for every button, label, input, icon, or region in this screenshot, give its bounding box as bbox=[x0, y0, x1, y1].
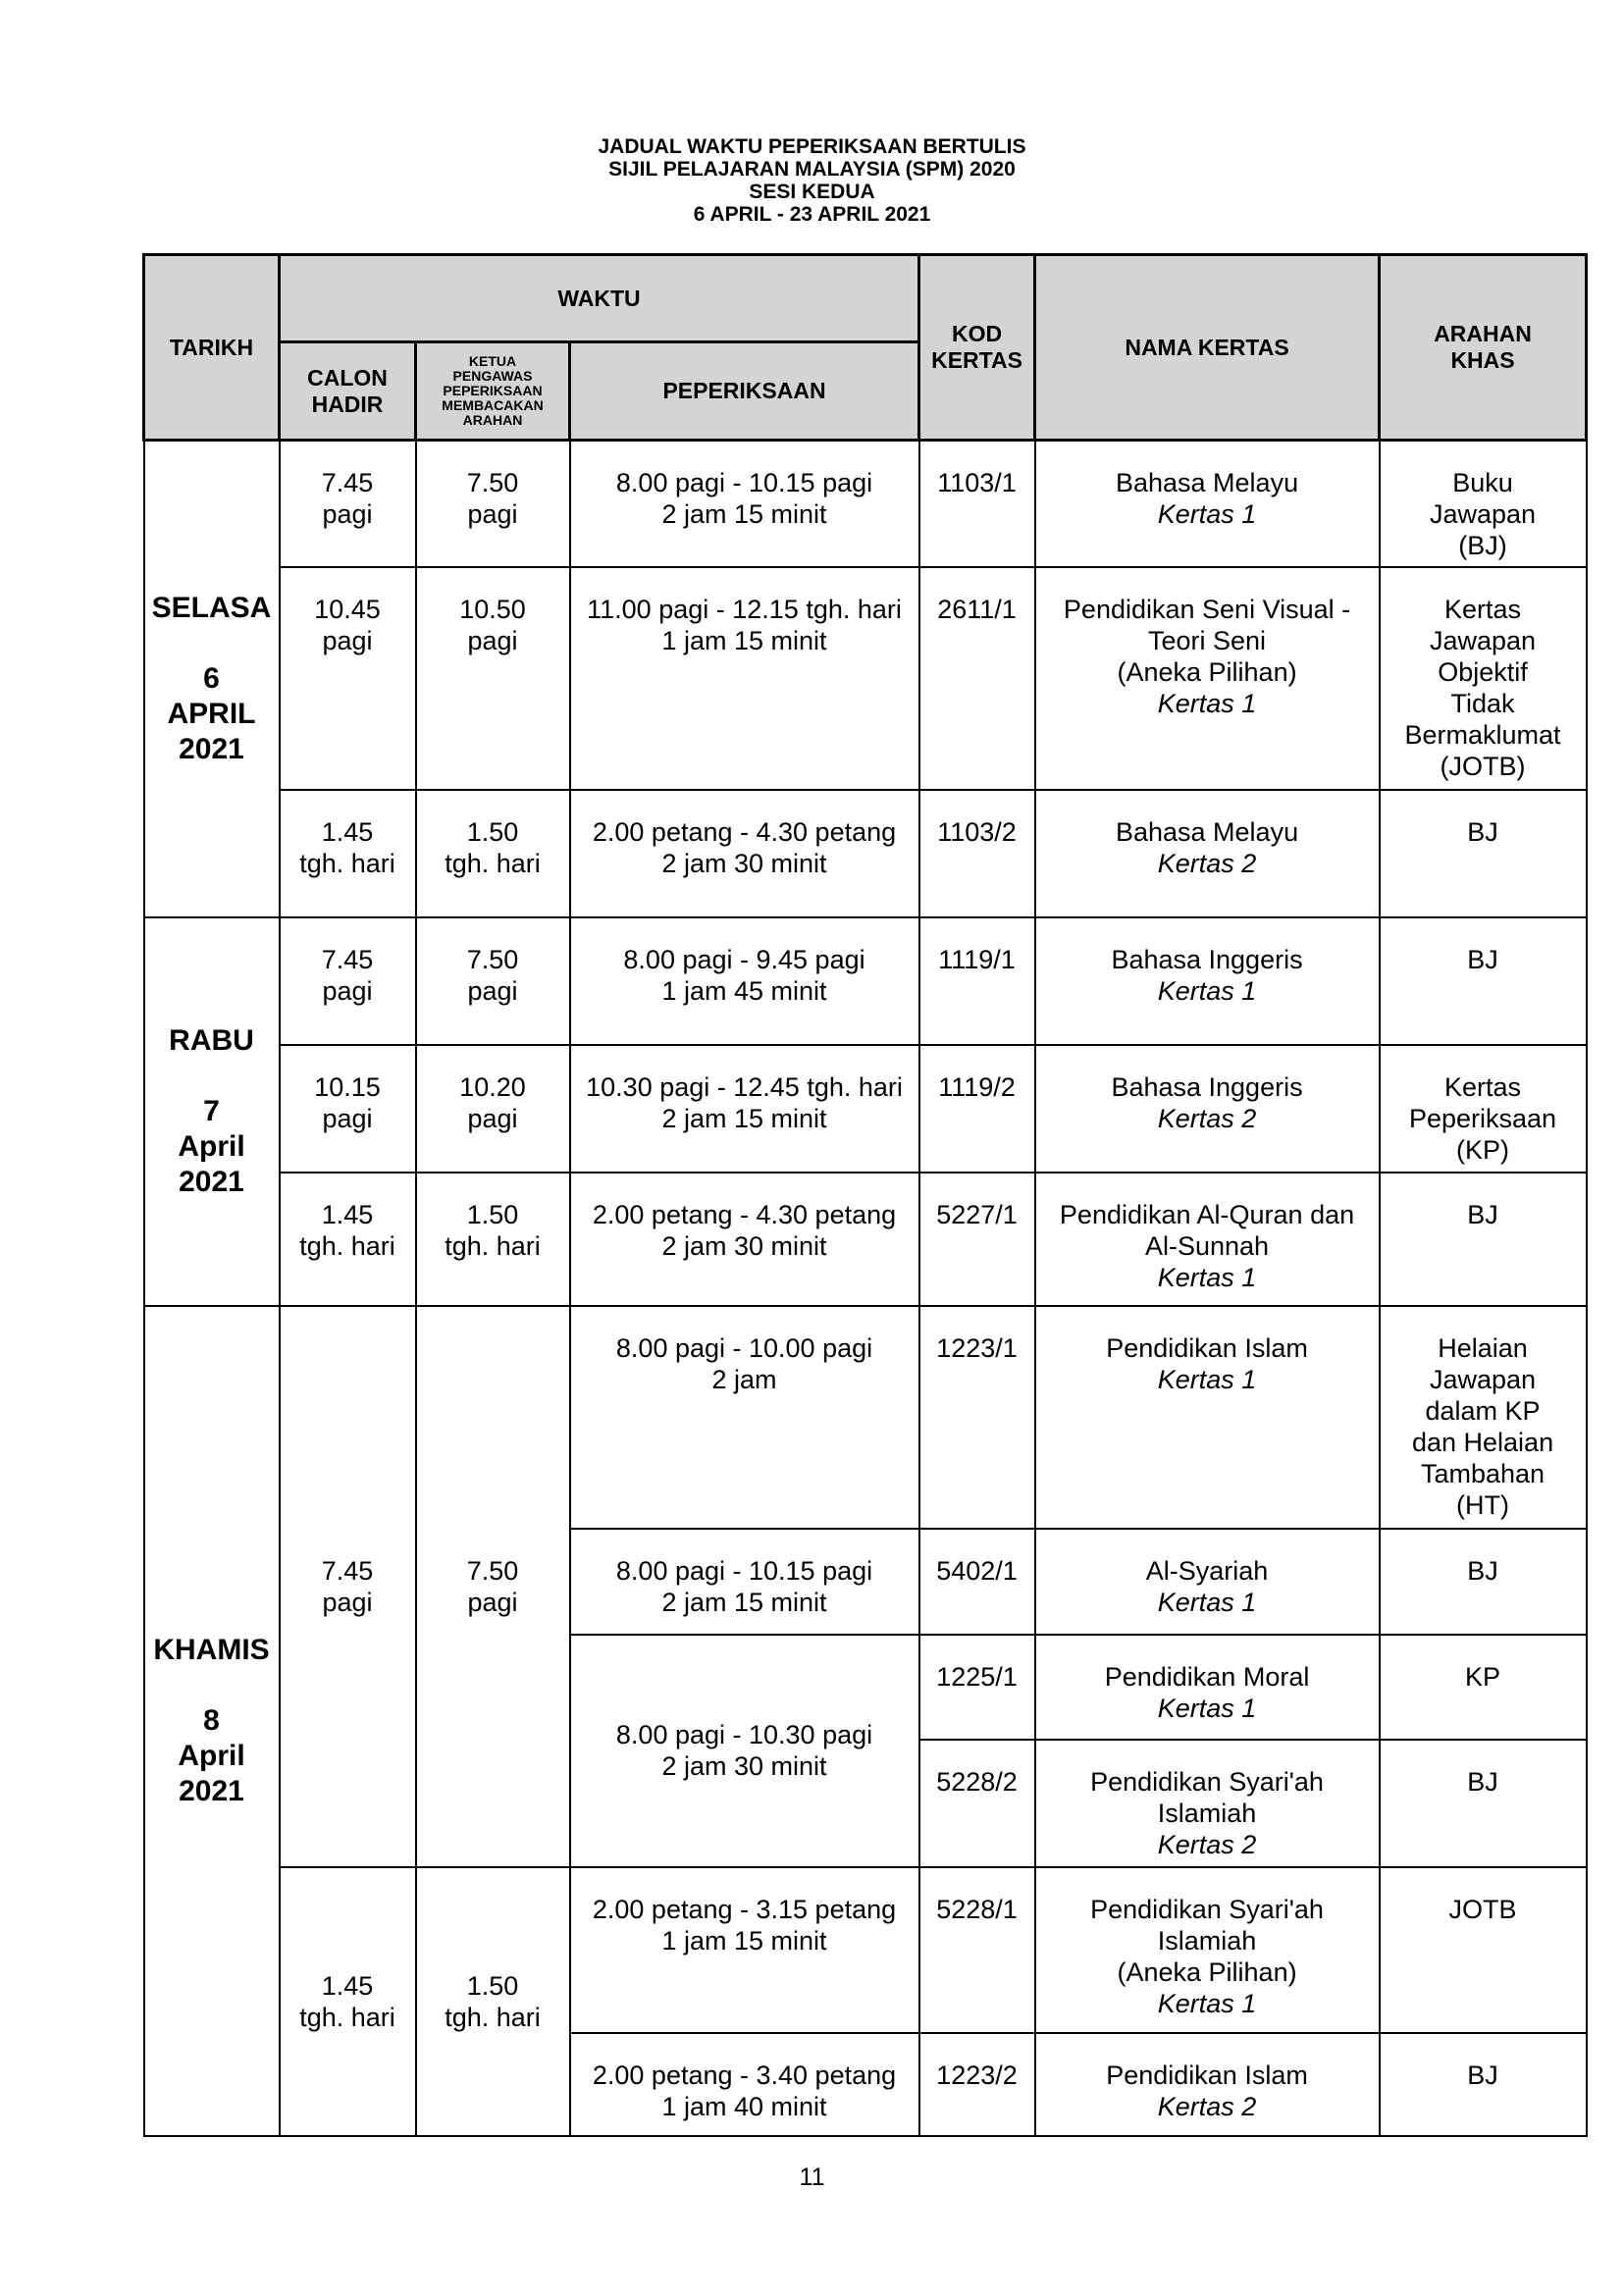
kod-cell: 5402/1 bbox=[919, 1529, 1035, 1635]
peperiksaan-cell: 11.00 pagi - 12.15 tgh. hari 1 jam 15 minit bbox=[570, 567, 919, 790]
calon-hadir-cell: 7.45 pagi bbox=[280, 441, 416, 567]
day-name: SELASA bbox=[151, 591, 272, 624]
arahan-cell: BJ bbox=[1380, 2033, 1587, 2136]
calon-hadir-cell: 7.45 pagi bbox=[280, 1306, 416, 1867]
calon-hadir-cell: 7.45 pagi bbox=[280, 917, 416, 1045]
ketua-cell: 1.50 tgh. hari bbox=[416, 1173, 570, 1306]
col-ketua-pengawas bbox=[416, 342, 570, 441]
nama-cell: Pendidikan Islam Kertas 2 bbox=[1035, 2033, 1380, 2136]
day-number: 6 bbox=[203, 661, 220, 695]
ketua-cell: 7.50 pagi bbox=[416, 1306, 570, 1867]
arahan-cell: BJ bbox=[1380, 790, 1587, 917]
col-ketua-line2: PENGAWAS bbox=[452, 368, 533, 384]
ketua-cell: 1.50 tgh. hari bbox=[416, 1867, 570, 2136]
col-tarikh: TARIKH bbox=[144, 255, 280, 441]
kod-cell: 1223/1 bbox=[919, 1306, 1035, 1529]
day-selasa bbox=[144, 441, 280, 917]
nama-cell: Pendidikan Syari'ah Islamiah (Aneka Pilihan) Kertas 1 bbox=[1035, 1867, 1380, 2033]
arahan-cell: BJ bbox=[1380, 1740, 1587, 1867]
day-month: APRIL bbox=[167, 697, 256, 730]
peperiksaan-cell: 8.00 pagi - 9.45 pagi 1 jam 45 minit bbox=[570, 917, 919, 1045]
arahan-cell: JOTB bbox=[1380, 1867, 1587, 2033]
kod-cell: 2611/1 bbox=[919, 567, 1035, 790]
day-number: 8 bbox=[203, 1703, 220, 1737]
arahan-cell: BJ bbox=[1380, 1529, 1587, 1635]
col-arahan-line1: ARAHAN bbox=[1434, 321, 1532, 346]
table-row bbox=[144, 1306, 1587, 1529]
nama-cell: Bahasa Melayu Kertas 2 bbox=[1035, 790, 1380, 917]
arahan-cell: KP bbox=[1380, 1635, 1587, 1740]
peperiksaan-cell: 2.00 petang - 4.30 petang 2 jam 30 minit bbox=[570, 790, 919, 917]
title-line-2: SIJIL PELAJARAN MALAYSIA (SPM) 2020 bbox=[608, 158, 1016, 181]
col-ketua-line3: PEPERIKSAAN bbox=[443, 383, 543, 398]
col-ketua-line4: MEMBACAKAN bbox=[442, 397, 544, 413]
kod-cell: 1119/1 bbox=[919, 917, 1035, 1045]
table-row bbox=[144, 441, 1587, 567]
day-month: April bbox=[178, 1129, 245, 1163]
kod-cell: 5228/1 bbox=[919, 1867, 1035, 2033]
peperiksaan-cell: 8.00 pagi - 10.15 pagi 2 jam 15 minit bbox=[570, 441, 919, 567]
col-ketua-line5: ARAHAN bbox=[462, 412, 523, 428]
day-number: 7 bbox=[203, 1094, 220, 1127]
day-year: 2021 bbox=[179, 732, 244, 765]
arahan-cell: Helaian Jawapan dalam KP dan Helaian Tambahan (HT) bbox=[1380, 1306, 1587, 1529]
col-nama-kertas: NAMA KERTAS bbox=[1035, 255, 1380, 441]
day-year: 2021 bbox=[179, 1774, 244, 1807]
peperiksaan-cell: 8.00 pagi - 10.15 pagi 2 jam 15 minit bbox=[570, 1529, 919, 1635]
peperiksaan-cell: 10.30 pagi - 12.45 tgh. hari 2 jam 15 minit bbox=[570, 1045, 919, 1173]
page-number: 11 bbox=[799, 2164, 825, 2191]
nama-cell: Pendidikan Syari'ah Islamiah Kertas 2 bbox=[1035, 1740, 1380, 1867]
col-kod-line2: KERTAS bbox=[931, 347, 1022, 373]
title-line-3: SESI KEDUA bbox=[749, 181, 875, 203]
table-row bbox=[144, 917, 1587, 1045]
kod-cell: 1103/1 bbox=[919, 441, 1035, 567]
table-row bbox=[144, 1173, 1587, 1306]
kod-cell: 5228/2 bbox=[919, 1740, 1035, 1867]
col-kod-line1: KOD bbox=[951, 321, 1003, 346]
ketua-cell: 1.50 tgh. hari bbox=[416, 790, 570, 917]
col-calon-line1: CALON bbox=[307, 364, 388, 391]
nama-cell: Bahasa Melayu Kertas 1 bbox=[1035, 441, 1380, 567]
ketua-cell: 10.20 pagi bbox=[416, 1045, 570, 1173]
day-name: KHAMIS bbox=[153, 1633, 270, 1666]
title-line-1: JADUAL WAKTU PEPERIKSAAN BERTULIS bbox=[598, 135, 1026, 158]
day-month: April bbox=[178, 1739, 245, 1772]
table-row bbox=[144, 1045, 1587, 1173]
kod-cell: 5227/1 bbox=[919, 1173, 1035, 1306]
calon-hadir-cell: 1.45 tgh. hari bbox=[280, 790, 416, 917]
arahan-cell: BJ bbox=[1380, 917, 1587, 1045]
nama-cell: Pendidikan Al-Quran dan Al-Sunnah Kertas 1 bbox=[1035, 1173, 1380, 1306]
kod-cell: 1119/2 bbox=[919, 1045, 1035, 1173]
col-peperiksaan: PEPERIKSAAN bbox=[570, 342, 919, 441]
ketua-cell: 10.50 pagi bbox=[416, 567, 570, 790]
ketua-cell: 7.50 pagi bbox=[416, 441, 570, 567]
day-rabu bbox=[144, 917, 280, 1306]
col-kod-kertas bbox=[919, 255, 1035, 441]
nama-cell: Bahasa Inggeris Kertas 1 bbox=[1035, 917, 1380, 1045]
peperiksaan-cell: 8.00 pagi - 10.30 pagi 2 jam 30 minit bbox=[570, 1635, 919, 1867]
col-arahan-khas bbox=[1380, 255, 1587, 441]
day-khamis bbox=[144, 1306, 280, 2136]
day-name: RABU bbox=[169, 1023, 254, 1057]
nama-cell: Bahasa Inggeris Kertas 2 bbox=[1035, 1045, 1380, 1173]
col-arahan-line2: KHAS bbox=[1450, 347, 1515, 373]
day-year: 2021 bbox=[179, 1165, 244, 1198]
peperiksaan-cell: 8.00 pagi - 10.00 pagi 2 jam bbox=[570, 1306, 919, 1529]
calon-hadir-cell: 10.45 pagi bbox=[280, 567, 416, 790]
kod-cell: 1223/2 bbox=[919, 2033, 1035, 2136]
calon-hadir-cell: 1.45 tgh. hari bbox=[280, 1867, 416, 2136]
nama-cell: Pendidikan Islam Kertas 1 bbox=[1035, 1306, 1380, 1529]
arahan-cell: Kertas Jawapan Objektif Tidak Bermaklumat (JOTB) bbox=[1380, 567, 1587, 790]
peperiksaan-cell: 2.00 petang - 3.15 petang 1 jam 15 minit bbox=[570, 1867, 919, 2033]
arahan-cell: Kertas Peperiksaan (KP) bbox=[1380, 1045, 1587, 1173]
table-row bbox=[144, 1867, 1587, 2033]
exam-timetable bbox=[142, 253, 1588, 2137]
table-row bbox=[144, 567, 1587, 790]
col-calon-line2: HADIR bbox=[311, 391, 384, 417]
kod-cell: 1103/2 bbox=[919, 790, 1035, 917]
nama-cell: Pendidikan Seni Visual - Teori Seni (Aneka Pilihan) Kertas 1 bbox=[1035, 567, 1380, 790]
kod-cell: 1225/1 bbox=[919, 1635, 1035, 1740]
calon-hadir-cell: 10.15 pagi bbox=[280, 1045, 416, 1173]
nama-cell: Pendidikan Moral Kertas 1 bbox=[1035, 1635, 1380, 1740]
calon-hadir-cell: 1.45 tgh. hari bbox=[280, 1173, 416, 1306]
peperiksaan-cell: 2.00 petang - 3.40 petang 1 jam 40 minit bbox=[570, 2033, 919, 2136]
col-calon-hadir bbox=[280, 342, 416, 441]
document-title bbox=[0, 135, 1624, 226]
peperiksaan-cell: 2.00 petang - 4.30 petang 2 jam 30 minit bbox=[570, 1173, 919, 1306]
title-line-4: 6 APRIL - 23 APRIL 2021 bbox=[693, 203, 931, 226]
ketua-cell: 7.50 pagi bbox=[416, 917, 570, 1045]
table-row bbox=[144, 790, 1587, 917]
nama-cell: Al-Syariah Kertas 1 bbox=[1035, 1529, 1380, 1635]
arahan-cell: BJ bbox=[1380, 1173, 1587, 1306]
col-waktu: WAKTU bbox=[280, 255, 919, 342]
arahan-cell: Buku Jawapan (BJ) bbox=[1380, 441, 1587, 567]
col-ketua-line1: KETUA bbox=[468, 353, 517, 369]
